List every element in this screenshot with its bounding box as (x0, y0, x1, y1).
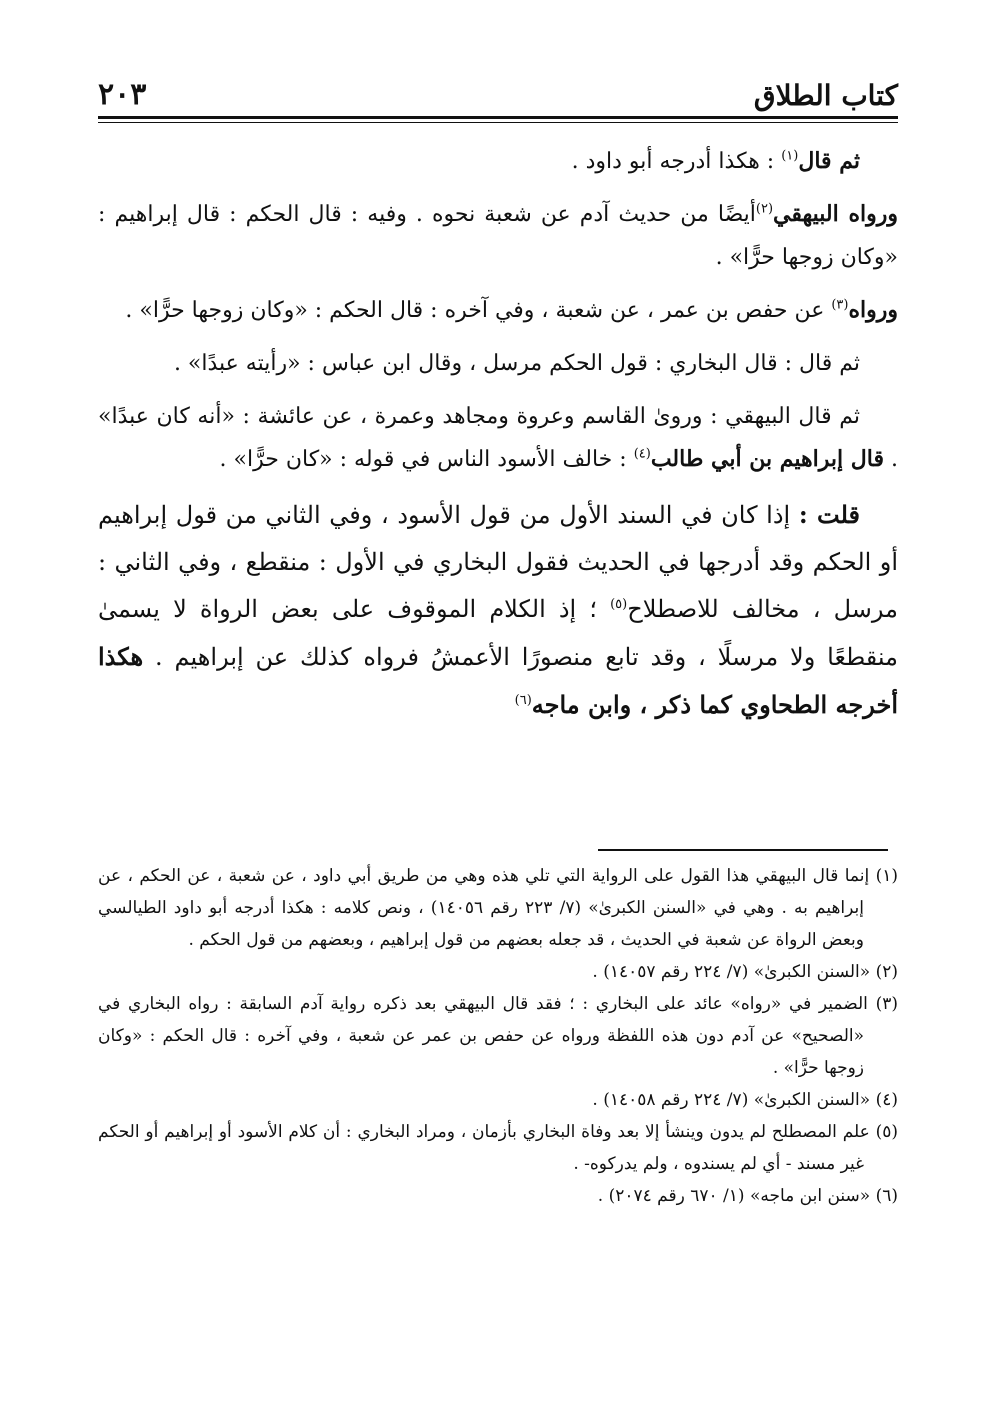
paragraph-1 (98, 140, 898, 183)
footnote-3: (٣) الضمير في «رواه» عائد على البخاري : ؛ فقد قال البيهقي بعد ذكره رواية آدم السابقة : رواه البخاري في «الصحيح» عن آدم دون هذه اللفظة ورواه عن حفص بن عمر عن شعبة ، وفي آخره : قال الحكم : «وكان زوجها حرًّا» . (98, 994, 898, 1078)
footnote-ref-6[interactable]: (٦) (514, 693, 532, 708)
header-rule-thin (98, 122, 898, 123)
paragraph-3 (98, 289, 898, 332)
footnote-1: (١) إنما قال البيهقي هذا القول على الرواية التي تلي هذه وهي من طريق أبي داود ، عن شعبة ، عن الحكم ، عن إبراهيم به . وهي في «السنن الكبرىٰ» (٧/ ٢٢٣ رقم ١٤٠٥٦) ، ونص كلامه : هكذا أدرجه أبو داود الطيالسي وبعض الرواة عن شعبة في الحديث ، قد جعله بعضهم من قول إبراهيم ، وبعضهم من قول الحكم . (98, 866, 898, 950)
footnote-2: (٢) «السنن الكبرىٰ» (٧/ ٢٢٤ رقم ١٤٠٥٧) . (592, 962, 898, 982)
header-rule-thick (98, 116, 898, 119)
paragraph-4-text: ثم قال : قال البخاري : قول الحكم مرسل ، وقال ابن عباس : «رأيته عبدًا» . (173, 351, 860, 376)
footnote-4: (٤) «السنن الكبرىٰ» (٧/ ٢٢٤ رقم ١٤٠٥٨) . (592, 1090, 898, 1110)
paragraph-5-text-a: ثم قال البيهقي : وروىٰ القاسم وعروة ومجاهد وعمرة ، عن عائشة : «أنه كان عبدًا» . (98, 404, 898, 472)
paragraph-3-lead: ورواه (848, 297, 898, 323)
paragraph-6 (98, 491, 898, 729)
footnote-separator (598, 849, 888, 851)
footnote-6: (٦) «سنن ابن ماجه» (١/ ٦٧٠ رقم ٢٠٧٤) . (597, 1186, 898, 1206)
paragraph-4 (98, 342, 898, 385)
paragraph-3-text: عن حفص بن عمر ، عن شعبة ، وفي آخره : قال الحكم : «وكان زوجها حرًّا» . (125, 298, 832, 323)
footnote-5: (٥) علم المصطلح لم يدون وينشأ إلا بعد وفاة البخاري بأزمان ، ومراد البخاري : أن كلام الأسود أو إبراهيم أو الحكم غير مسند - أي لم يسندوه ، ولم يدركوه- . (98, 1122, 898, 1174)
main-text (98, 140, 898, 729)
paragraph-2-lead: ورواه البيهقي (773, 201, 898, 227)
page-header (98, 70, 898, 110)
page-number: ٢٠٣ (98, 77, 147, 112)
paragraph-5-bold: قال إبراهيم بن أبي طالب (650, 446, 884, 472)
footnotes (98, 860, 898, 1212)
footnote-ref-2[interactable]: (٢) (755, 201, 774, 217)
paragraph-6-lead: قلت : (798, 500, 861, 529)
chapter-title: كتاب الطلاق (753, 79, 898, 112)
footnote-ref-4[interactable]: (٤) (633, 446, 651, 462)
paragraph-5 (98, 395, 898, 481)
paragraph-6-text-a: إذا كان في السند الأول من قول الأسود ، وفي الثاني من قول إبراهيم أو الحكم وقد أدرجها في الحديث فقول البخاري في الأول : منقطع ، وفي الثاني : مرسل ، مخالف للاصطلاح (98, 501, 898, 623)
footnote-ref-1[interactable]: (١) (781, 148, 799, 164)
paragraph-2-text: أيضًا من حديث آدم عن شعبة نحوه . وفيه : قال الحكم : قال إبراهيم : «وكان زوجها حرًّا» . (98, 202, 898, 270)
paragraph-6-bold: هكذا أخرجه الطحاوي كما ذكر ، وابن ماجه (98, 642, 898, 719)
paragraph-6-text-b: ؛ إذ الكلام الموقوف على بعض الرواة لا يسمىٰ منقطعًا ولا مرسلًا ، وقد تابع منصورًا الأعمشُ فرواه كذلك عن إبراهيم . (98, 595, 898, 671)
paragraph-1-lead: ثم قال (798, 148, 860, 174)
paragraph-2 (98, 193, 898, 279)
footnote-ref-3[interactable]: (٣) (831, 297, 849, 313)
paragraph-1-text: : هكذا أدرجه أبو داود . (571, 149, 782, 174)
footnote-ref-5[interactable]: (٥) (610, 597, 628, 612)
paragraph-5-text-b: : خالف الأسود الناس في قوله : «كان حرًّا» . (219, 447, 634, 472)
